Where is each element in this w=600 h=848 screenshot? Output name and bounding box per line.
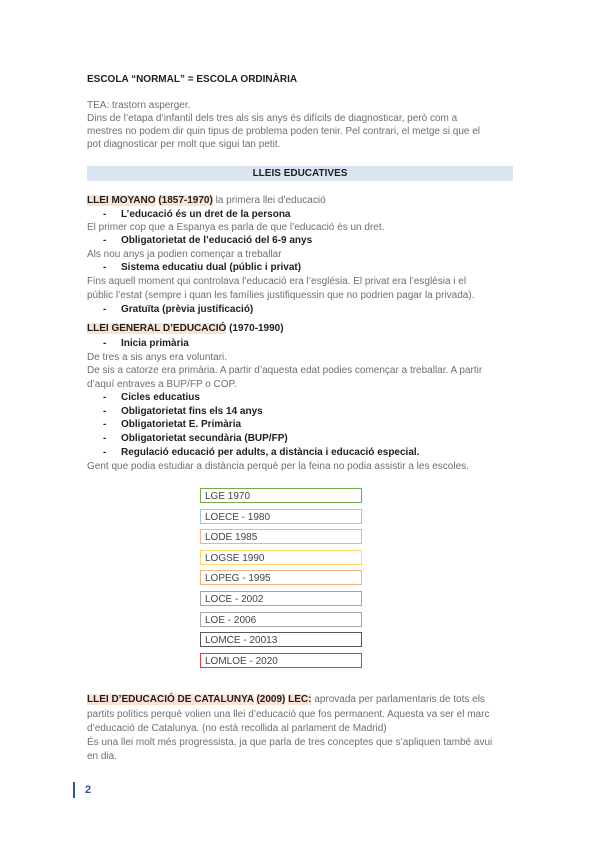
- moyano-subtitle: la primera llei d’educació: [215, 195, 326, 206]
- moyano-text-1: El primer cop que a Espanya es parla de que l’educació és un dret.: [87, 222, 385, 233]
- lge-years: (1970-1990): [229, 323, 284, 334]
- lge-heading: [87, 323, 284, 334]
- lge-title: LLEI GENERAL D’EDUCACIÓ: [87, 323, 227, 334]
- lge-bullet-3: - Obligatorietat E. Primària: [103, 419, 242, 430]
- lge-text-2a: De sis a catorze era primària. A partir d’aquesta edat podies començar a treballar. A partir: [87, 365, 483, 376]
- timeline-box: LODE 1985: [200, 529, 362, 544]
- page-number: 2: [85, 784, 92, 796]
- lec-abbr: LEC:: [288, 694, 312, 705]
- lge-bullet-intro: - Inicia primària: [103, 338, 189, 349]
- lec-text-4: És una llei molt més progressista, ja que parla de tres conceptes que s’apliquen també avui: [87, 737, 493, 748]
- lec-text-5: en dia.: [87, 751, 118, 762]
- lec-heading: [87, 694, 485, 705]
- lec-text-1: aprovada per parlamentaris de tots els: [314, 694, 485, 705]
- lge-text-3: Gent que podia estudiar a distància perquè per la feina no podia assistir a les escoles.: [87, 461, 469, 472]
- lec-years: (2009): [256, 694, 286, 705]
- lge-bullet-5: - Regulació educació per adults, a distància i educació especial.: [103, 447, 420, 458]
- lec-text-3: d’educació de Catalunya. (no està recollida al parlament de Madrid): [87, 723, 387, 734]
- section-banner: LLEIS EDUCATIVES: [87, 166, 513, 181]
- lge-text-1: De tres a sis anys era voluntari.: [87, 352, 228, 363]
- intro-line-1: Dins de l’etapa d’infantil dels tres als sis anys és difícils de diagnosticar, però com a: [87, 113, 458, 124]
- timeline-box: LOE - 2006: [200, 612, 362, 627]
- lge-bullet-1: - Cicles educatius: [103, 392, 200, 403]
- lec-text-2: partits polítics perquè volien una llei d’educació que fos permanent. Aquesta va ser el marc: [87, 709, 490, 720]
- intro-line-2: mestres no podem dir quin tipus de problema poden tenir. Pel contrari, el metge si que el: [87, 126, 480, 137]
- timeline-box: LGE 1970: [200, 488, 362, 503]
- moyano-bullet-2: - Obligatorietat de l’educació del 6-9 anys: [103, 235, 313, 246]
- timeline-box: LOMLOE - 2020: [200, 653, 362, 668]
- lec-title: LLEI D’EDUCACIÓ DE CATALUNYA: [87, 694, 254, 705]
- timeline-box: LOGSE 1990: [200, 550, 362, 565]
- lge-text-2b: d’aquí entraves a BUP/FP o COP.: [87, 379, 237, 390]
- moyano-bullet-4: - Gratuïta (prèvia justificació): [103, 304, 254, 315]
- moyano-bullet-3: - Sistema educatiu dual (públic i privat): [103, 262, 302, 273]
- timeline-box: LOCE - 2002: [200, 591, 362, 606]
- document-title: ESCOLA “NORMAL” = ESCOLA ORDINÀRIA: [87, 74, 298, 85]
- moyano-text-2: Als nou anys ja podien començar a treballar: [87, 249, 282, 260]
- lge-bullet-2: - Obligatorietat fins els 14 anys: [103, 406, 263, 417]
- page-number-bar: [73, 782, 75, 798]
- moyano-heading: [87, 195, 326, 206]
- moyano-text-3a: Fins aquell moment qui controlava l’educació era l’església. El privat era l’església i el: [87, 276, 467, 287]
- intro-line-3: pot diagnosticar per molt que sigui tan petit.: [87, 139, 281, 150]
- moyano-years: (1857-1970): [158, 195, 213, 206]
- moyano-text-3b: públic l’estat (sempre i quan les famílies justifiquessin que no podrien pagar la privada).: [87, 290, 475, 301]
- timeline-box: LOECE - 1980: [200, 509, 362, 524]
- timeline-box: LOPEG - 1995: [200, 570, 362, 585]
- timeline-box: LOMCE - 20013: [200, 632, 362, 647]
- lge-bullet-4: - Obligatorietat secundària (BUP/FP): [103, 433, 288, 444]
- moyano-title: LLEI MOYANO: [87, 195, 156, 206]
- tea-definition: TEA: trastorn asperger.: [87, 100, 191, 111]
- moyano-bullet-1: - L’educació és un dret de la persona: [103, 209, 291, 220]
